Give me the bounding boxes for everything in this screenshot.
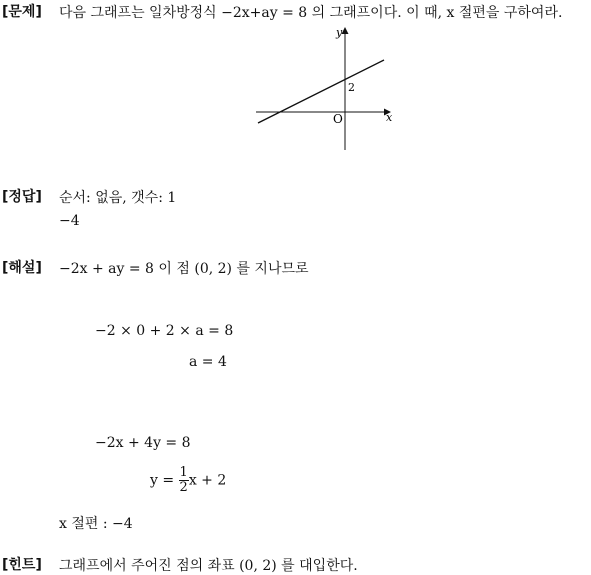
problem-text: 다음 그래프는 일차방정식 −2x+ay = 8 의 그래프이다. 이 때, x 절편을 구하여라. xyxy=(59,5,563,21)
eq4-denominator: 2 xyxy=(179,480,188,495)
problem-tag: [문제] xyxy=(2,4,42,20)
answer-tag: [정답] xyxy=(2,189,42,205)
eq4-fraction xyxy=(179,466,189,495)
linear-graph xyxy=(250,24,400,154)
origin-label: O xyxy=(333,112,343,126)
solution-eq1: −2 × 0 + 2 × a = 8 xyxy=(95,323,234,339)
axis-x-label: x xyxy=(386,111,393,124)
graph-line xyxy=(258,60,384,123)
eq4-lhs: y = xyxy=(150,472,175,489)
eq4-rest: x + 2 xyxy=(188,472,227,489)
hint-tag: [힌트] xyxy=(2,557,42,573)
solution-eq4 xyxy=(150,466,226,495)
y-intercept-label: 2 xyxy=(348,81,355,94)
answer-value: −4 xyxy=(59,213,80,229)
answer-order-text: 순서: 없음, 갯수: 1 xyxy=(59,190,177,206)
solution-x-intercept: x 절편 : −4 xyxy=(59,516,133,532)
solution-eq3: −2x + 4y = 8 xyxy=(95,435,191,451)
solution-tag: [해설] xyxy=(2,260,42,276)
hint-text: 그래프에서 주어진 점의 좌표 (0, 2) 를 대입한다. xyxy=(59,558,358,574)
axis-y-label: y xyxy=(336,26,343,39)
eq4-numerator: 1 xyxy=(179,465,188,480)
solution-eq2: a = 4 xyxy=(189,354,227,370)
solution-intro: −2x + ay = 8 이 점 (0, 2) 를 지나므로 xyxy=(59,261,309,277)
